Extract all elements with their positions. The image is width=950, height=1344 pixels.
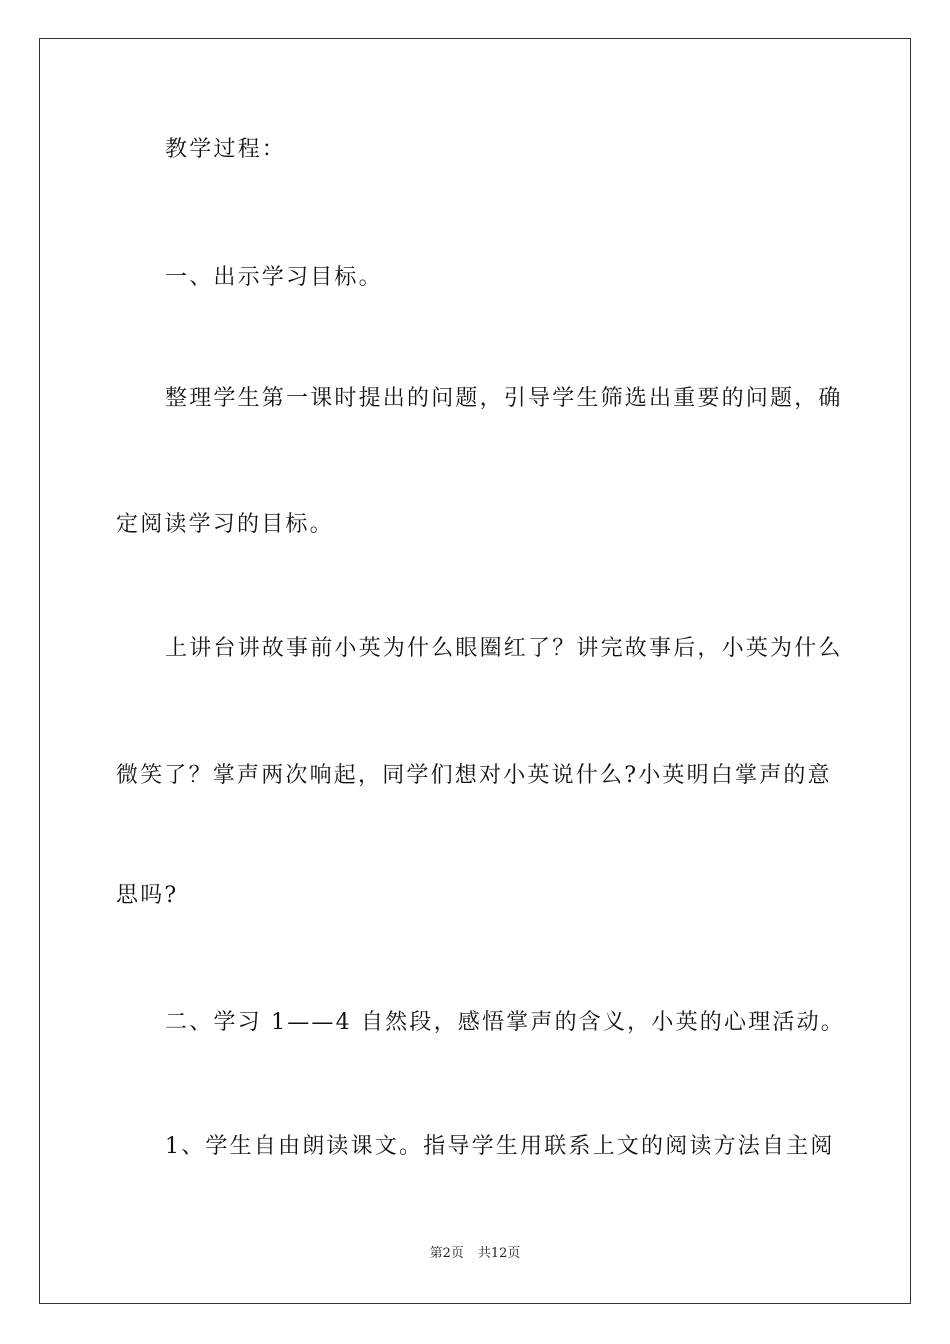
text-line-6: 微笑了？掌声两次响起，同学们想对小英说什么?小英明白掌声的意 [116, 763, 832, 788]
text-line-1: 教学过程： [165, 137, 287, 162]
page-number: 第2页 [429, 1246, 464, 1261]
text-line-5: 上讲台讲故事前小英为什么眼圈红了？讲完故事后，小英为什么 [165, 636, 843, 661]
text-line-7: 思吗? [116, 883, 179, 908]
page-frame [39, 38, 911, 1304]
page-footer [40, 1245, 910, 1263]
text-line-3: 整理学生第一课时提出的问题，引导学生筛选出重要的问题，确 [165, 386, 843, 411]
text-line-8: 二、学习 1——4 自然段，感悟掌声的含义，小英的心理活动。 [165, 1010, 845, 1035]
text-line-4: 定阅读学习的目标。 [116, 512, 334, 537]
text-line-9: 1、学生自由朗读课文。指导学生用联系上文的阅读方法自主阅 [165, 1134, 835, 1159]
text-line-2: 一、出示学习目标。 [165, 265, 383, 290]
page-total: 共12页 [477, 1246, 521, 1261]
